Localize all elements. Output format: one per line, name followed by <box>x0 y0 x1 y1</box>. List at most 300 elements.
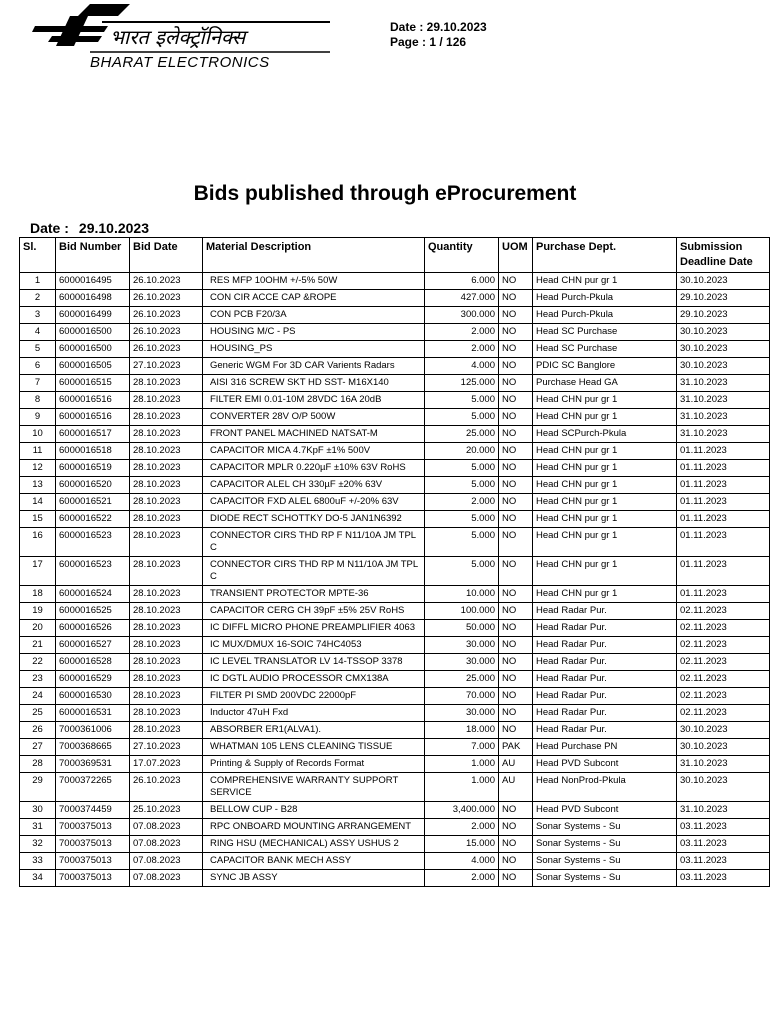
cell-uom: NO <box>499 358 533 375</box>
cell-bid-date: 07.08.2023 <box>130 870 203 887</box>
cell-submission-deadline: 03.11.2023 <box>677 870 770 887</box>
cell-uom: NO <box>499 705 533 722</box>
cell-submission-deadline: 03.11.2023 <box>677 819 770 836</box>
cell-uom: NO <box>499 802 533 819</box>
cell-uom: NO <box>499 557 533 586</box>
table-row <box>20 460 770 477</box>
cell-uom: NO <box>499 654 533 671</box>
cell-uom: NO <box>499 511 533 528</box>
cell-bid-number: 7000375013 <box>56 853 130 870</box>
cell-sl: 16 <box>20 528 56 557</box>
table-row <box>20 688 770 705</box>
cell-submission-deadline: 31.10.2023 <box>677 375 770 392</box>
cell-uom: NO <box>499 688 533 705</box>
cell-bid-number: 7000369531 <box>56 756 130 773</box>
cell-purchase-dept: Sonar Systems - Su <box>533 836 677 853</box>
cell-material-description: CONNECTOR CIRS THD RP M N11/10A JM TPL C <box>203 557 425 586</box>
cell-quantity: 25.000 <box>425 671 499 688</box>
cell-submission-deadline: 29.10.2023 <box>677 307 770 324</box>
cell-purchase-dept: Sonar Systems - Su <box>533 853 677 870</box>
cell-bid-number: 6000016524 <box>56 586 130 603</box>
cell-uom: NO <box>499 426 533 443</box>
table-row <box>20 528 770 557</box>
cell-material-description: FILTER PI SMD 200VDC 22000pF <box>203 688 425 705</box>
cell-material-description: AISI 316 SCREW SKT HD SST- M16X140 <box>203 375 425 392</box>
cell-sl: 23 <box>20 671 56 688</box>
cell-uom: NO <box>499 586 533 603</box>
cell-material-description: CON PCB F20/3A <box>203 307 425 324</box>
cell-bid-number: 7000374459 <box>56 802 130 819</box>
cell-purchase-dept: Head Radar Pur. <box>533 603 677 620</box>
cell-uom: NO <box>499 528 533 557</box>
cell-sl: 14 <box>20 494 56 511</box>
cell-sl: 5 <box>20 341 56 358</box>
cell-uom: NO <box>499 273 533 290</box>
cell-quantity: 300.000 <box>425 307 499 324</box>
cell-submission-deadline: 31.10.2023 <box>677 802 770 819</box>
report-date-label: Date : <box>30 220 69 236</box>
cell-bid-number: 6000016515 <box>56 375 130 392</box>
cell-sl: 8 <box>20 392 56 409</box>
table-row <box>20 307 770 324</box>
cell-uom: NO <box>499 375 533 392</box>
table-row <box>20 620 770 637</box>
cell-bid-date: 28.10.2023 <box>130 722 203 739</box>
table-row <box>20 705 770 722</box>
bids-table <box>19 237 770 887</box>
cell-bid-date: 28.10.2023 <box>130 671 203 688</box>
cell-uom: NO <box>499 494 533 511</box>
table-row <box>20 739 770 756</box>
cell-purchase-dept: Head Radar Pur. <box>533 688 677 705</box>
cell-material-description: IC MUX/DMUX 16-SOIC 74HC4053 <box>203 637 425 654</box>
table-row <box>20 290 770 307</box>
cell-bid-number: 6000016518 <box>56 443 130 460</box>
cell-sl: 18 <box>20 586 56 603</box>
cell-quantity: 5.000 <box>425 511 499 528</box>
cell-uom: NO <box>499 341 533 358</box>
cell-material-description: TRANSIENT PROTECTOR MPTE-36 <box>203 586 425 603</box>
cell-quantity: 2.000 <box>425 870 499 887</box>
cell-bid-number: 6000016499 <box>56 307 130 324</box>
cell-purchase-dept: Head CHN pur gr 1 <box>533 494 677 511</box>
cell-material-description: DIODE RECT SCHOTTKY DO-5 JAN1N6392 <box>203 511 425 528</box>
cell-material-description: CAPACITOR CERG CH 39pF ±5% 25V RoHS <box>203 603 425 620</box>
cell-purchase-dept: Head SC Purchase <box>533 341 677 358</box>
cell-bid-date: 28.10.2023 <box>130 409 203 426</box>
cell-bid-number: 6000016522 <box>56 511 130 528</box>
cell-bid-number: 7000375013 <box>56 819 130 836</box>
cell-material-description: RING HSU (MECHANICAL) ASSY USHUS 2 <box>203 836 425 853</box>
cell-quantity: 5.000 <box>425 392 499 409</box>
cell-sl: 10 <box>20 426 56 443</box>
cell-bid-date: 26.10.2023 <box>130 773 203 802</box>
report-date <box>30 220 149 236</box>
table-row <box>20 637 770 654</box>
cell-bid-number: 6000016531 <box>56 705 130 722</box>
cell-purchase-dept: Head Radar Pur. <box>533 705 677 722</box>
cell-sl: 26 <box>20 722 56 739</box>
col-header-bid-number: Bid Number <box>56 238 130 273</box>
col-header-material-description: Material Description <box>203 238 425 273</box>
cell-sl: 25 <box>20 705 56 722</box>
cell-purchase-dept: Head Purchase PN <box>533 739 677 756</box>
cell-bid-date: 28.10.2023 <box>130 494 203 511</box>
cell-quantity: 125.000 <box>425 375 499 392</box>
cell-bid-date: 26.10.2023 <box>130 307 203 324</box>
cell-material-description: IC DIFFL MICRO PHONE PREAMPLIFIER 4063 <box>203 620 425 637</box>
cell-submission-deadline: 30.10.2023 <box>677 341 770 358</box>
cell-purchase-dept: Head Purch-Pkula <box>533 290 677 307</box>
table-row <box>20 443 770 460</box>
cell-bid-number: 6000016498 <box>56 290 130 307</box>
table-row <box>20 870 770 887</box>
table-row <box>20 477 770 494</box>
bel-logo <box>30 2 340 72</box>
cell-bid-number: 7000361006 <box>56 722 130 739</box>
cell-quantity: 20.000 <box>425 443 499 460</box>
cell-purchase-dept: Head PVD Subcont <box>533 802 677 819</box>
cell-sl: 29 <box>20 773 56 802</box>
cell-quantity: 30.000 <box>425 705 499 722</box>
cell-quantity: 2.000 <box>425 494 499 511</box>
cell-submission-deadline: 01.11.2023 <box>677 528 770 557</box>
table-header-row <box>20 238 770 273</box>
cell-purchase-dept: Sonar Systems - Su <box>533 819 677 836</box>
cell-quantity: 5.000 <box>425 460 499 477</box>
cell-submission-deadline: 30.10.2023 <box>677 773 770 802</box>
cell-purchase-dept: Head CHN pur gr 1 <box>533 528 677 557</box>
cell-material-description: COMPREHENSIVE WARRANTY SUPPORT SERVICE <box>203 773 425 802</box>
cell-bid-date: 28.10.2023 <box>130 688 203 705</box>
cell-uom: NO <box>499 324 533 341</box>
cell-sl: 24 <box>20 688 56 705</box>
cell-bid-date: 07.08.2023 <box>130 836 203 853</box>
cell-uom: NO <box>499 307 533 324</box>
cell-uom: AU <box>499 756 533 773</box>
cell-bid-date: 28.10.2023 <box>130 528 203 557</box>
cell-uom: NO <box>499 477 533 494</box>
cell-submission-deadline: 30.10.2023 <box>677 324 770 341</box>
cell-quantity: 15.000 <box>425 836 499 853</box>
cell-bid-number: 6000016529 <box>56 671 130 688</box>
page-title: Bids published through eProcurement <box>193 182 577 205</box>
cell-bid-date: 28.10.2023 <box>130 603 203 620</box>
table-row <box>20 802 770 819</box>
cell-bid-number: 6000016500 <box>56 324 130 341</box>
cell-quantity: 3,400.000 <box>425 802 499 819</box>
cell-sl: 34 <box>20 870 56 887</box>
cell-purchase-dept: Head SC Purchase <box>533 324 677 341</box>
table-row <box>20 671 770 688</box>
col-header-sl: Sl. <box>20 238 56 273</box>
cell-submission-deadline: 30.10.2023 <box>677 722 770 739</box>
cell-submission-deadline: 01.11.2023 <box>677 586 770 603</box>
cell-purchase-dept: Purchase Head GA <box>533 375 677 392</box>
cell-bid-date: 28.10.2023 <box>130 443 203 460</box>
cell-bid-date: 26.10.2023 <box>130 290 203 307</box>
cell-sl: 2 <box>20 290 56 307</box>
cell-purchase-dept: Head Radar Pur. <box>533 671 677 688</box>
cell-material-description: Inductor 47uH Fxd <box>203 705 425 722</box>
cell-bid-number: 6000016516 <box>56 409 130 426</box>
cell-submission-deadline: 03.11.2023 <box>677 836 770 853</box>
cell-bid-date: 28.10.2023 <box>130 511 203 528</box>
cell-quantity: 1.000 <box>425 756 499 773</box>
cell-material-description: CAPACITOR FXD ALEL 6800uF +/-20% 63V <box>203 494 425 511</box>
cell-quantity: 2.000 <box>425 341 499 358</box>
cell-bid-date: 07.08.2023 <box>130 853 203 870</box>
cell-bid-number: 6000016521 <box>56 494 130 511</box>
cell-quantity: 5.000 <box>425 557 499 586</box>
cell-material-description: HOUSING M/C - PS <box>203 324 425 341</box>
cell-submission-deadline: 01.11.2023 <box>677 511 770 528</box>
cell-bid-number: 6000016523 <box>56 557 130 586</box>
cell-material-description: WHATMAN 105 LENS CLEANING TISSUE <box>203 739 425 756</box>
cell-purchase-dept: Head CHN pur gr 1 <box>533 443 677 460</box>
cell-uom: NO <box>499 290 533 307</box>
logo-english: BHARAT ELECTRONICS <box>90 54 270 71</box>
table-row <box>20 819 770 836</box>
table-row <box>20 324 770 341</box>
cell-submission-deadline: 01.11.2023 <box>677 557 770 586</box>
cell-sl: 1 <box>20 273 56 290</box>
cell-submission-deadline: 02.11.2023 <box>677 688 770 705</box>
cell-submission-deadline: 01.11.2023 <box>677 443 770 460</box>
cell-submission-deadline: 31.10.2023 <box>677 756 770 773</box>
table-row <box>20 853 770 870</box>
cell-material-description: Generic WGM For 3D CAR Varients Radars <box>203 358 425 375</box>
cell-material-description: FILTER EMI 0.01-10M 28VDC 16A 20dB <box>203 392 425 409</box>
table-row <box>20 511 770 528</box>
cell-bid-date: 07.08.2023 <box>130 819 203 836</box>
cell-quantity: 5.000 <box>425 477 499 494</box>
cell-bid-date: 27.10.2023 <box>130 739 203 756</box>
table-row <box>20 722 770 739</box>
cell-submission-deadline: 02.11.2023 <box>677 705 770 722</box>
header-date: Date : 29.10.2023 <box>390 20 487 34</box>
cell-sl: 32 <box>20 836 56 853</box>
cell-bid-date: 28.10.2023 <box>130 586 203 603</box>
cell-material-description: HOUSING_PS <box>203 341 425 358</box>
cell-uom: NO <box>499 836 533 853</box>
cell-uom: NO <box>499 870 533 887</box>
cell-purchase-dept: Head Radar Pur. <box>533 654 677 671</box>
cell-bid-date: 25.10.2023 <box>130 802 203 819</box>
cell-quantity: 2.000 <box>425 819 499 836</box>
cell-sl: 9 <box>20 409 56 426</box>
cell-purchase-dept: Head NonProd-Pkula <box>533 773 677 802</box>
cell-bid-date: 26.10.2023 <box>130 273 203 290</box>
col-header-purchase-dept: Purchase Dept. <box>533 238 677 273</box>
cell-uom: NO <box>499 460 533 477</box>
cell-material-description: CAPACITOR MICA 4.7KpF ±1% 500V <box>203 443 425 460</box>
cell-submission-deadline: 01.11.2023 <box>677 477 770 494</box>
cell-purchase-dept: Head CHN pur gr 1 <box>533 409 677 426</box>
cell-material-description: CON CIR ACCE CAP &ROPE <box>203 290 425 307</box>
cell-bid-date: 26.10.2023 <box>130 324 203 341</box>
cell-quantity: 30.000 <box>425 654 499 671</box>
cell-quantity: 2.000 <box>425 324 499 341</box>
cell-submission-deadline: 03.11.2023 <box>677 853 770 870</box>
cell-uom: NO <box>499 671 533 688</box>
cell-bid-number: 6000016500 <box>56 341 130 358</box>
cell-purchase-dept: Head CHN pur gr 1 <box>533 460 677 477</box>
cell-sl: 12 <box>20 460 56 477</box>
cell-bid-date: 28.10.2023 <box>130 477 203 494</box>
cell-submission-deadline: 30.10.2023 <box>677 358 770 375</box>
cell-bid-number: 6000016525 <box>56 603 130 620</box>
cell-material-description: RPC ONBOARD MOUNTING ARRANGEMENT <box>203 819 425 836</box>
cell-bid-date: 28.10.2023 <box>130 375 203 392</box>
cell-bid-number: 6000016505 <box>56 358 130 375</box>
cell-uom: NO <box>499 722 533 739</box>
table-row <box>20 409 770 426</box>
cell-submission-deadline: 30.10.2023 <box>677 739 770 756</box>
cell-quantity: 6.000 <box>425 273 499 290</box>
cell-purchase-dept: PDIC SC Banglore <box>533 358 677 375</box>
cell-quantity: 10.000 <box>425 586 499 603</box>
cell-bid-date: 28.10.2023 <box>130 392 203 409</box>
cell-quantity: 25.000 <box>425 426 499 443</box>
cell-sl: 13 <box>20 477 56 494</box>
header-meta <box>390 20 487 50</box>
cell-material-description: IC LEVEL TRANSLATOR LV 14-TSSOP 3378 <box>203 654 425 671</box>
cell-sl: 28 <box>20 756 56 773</box>
cell-bid-date: 17.07.2023 <box>130 756 203 773</box>
cell-material-description: RES MFP 10OHM +/-5% 50W <box>203 273 425 290</box>
cell-sl: 27 <box>20 739 56 756</box>
cell-bid-number: 7000368665 <box>56 739 130 756</box>
cell-material-description: IC DGTL AUDIO PROCESSOR CMX138A <box>203 671 425 688</box>
cell-uom: PAK <box>499 739 533 756</box>
cell-purchase-dept: Head CHN pur gr 1 <box>533 511 677 528</box>
cell-quantity: 70.000 <box>425 688 499 705</box>
cell-purchase-dept: Head Radar Pur. <box>533 637 677 654</box>
cell-quantity: 100.000 <box>425 603 499 620</box>
cell-submission-deadline: 02.11.2023 <box>677 603 770 620</box>
cell-purchase-dept: Head Purch-Pkula <box>533 307 677 324</box>
cell-material-description: SYNC JB ASSY <box>203 870 425 887</box>
cell-bid-number: 6000016528 <box>56 654 130 671</box>
cell-submission-deadline: 01.11.2023 <box>677 460 770 477</box>
cell-purchase-dept: Head Radar Pur. <box>533 722 677 739</box>
cell-purchase-dept: Head CHN pur gr 1 <box>533 273 677 290</box>
cell-submission-deadline: 02.11.2023 <box>677 654 770 671</box>
cell-sl: 3 <box>20 307 56 324</box>
cell-material-description: CAPACITOR BANK MECH ASSY <box>203 853 425 870</box>
cell-bid-number: 7000372265 <box>56 773 130 802</box>
cell-material-description: Printing & Supply of Records Format <box>203 756 425 773</box>
cell-quantity: 1.000 <box>425 773 499 802</box>
cell-uom: NO <box>499 819 533 836</box>
cell-uom: NO <box>499 603 533 620</box>
cell-purchase-dept: Sonar Systems - Su <box>533 870 677 887</box>
cell-quantity: 5.000 <box>425 528 499 557</box>
cell-sl: 21 <box>20 637 56 654</box>
cell-bid-number: 6000016517 <box>56 426 130 443</box>
cell-sl: 7 <box>20 375 56 392</box>
cell-submission-deadline: 02.11.2023 <box>677 671 770 688</box>
cell-purchase-dept: Head CHN pur gr 1 <box>533 392 677 409</box>
col-header-quantity: Quantity <box>425 238 499 273</box>
cell-material-description: FRONT PANEL MACHINED NATSAT-M <box>203 426 425 443</box>
cell-bid-date: 26.10.2023 <box>130 341 203 358</box>
table-row <box>20 603 770 620</box>
cell-uom: NO <box>499 637 533 654</box>
cell-purchase-dept: Head CHN pur gr 1 <box>533 477 677 494</box>
cell-quantity: 50.000 <box>425 620 499 637</box>
cell-sl: 30 <box>20 802 56 819</box>
cell-quantity: 5.000 <box>425 409 499 426</box>
cell-submission-deadline: 01.11.2023 <box>677 494 770 511</box>
cell-uom: NO <box>499 620 533 637</box>
cell-submission-deadline: 31.10.2023 <box>677 409 770 426</box>
cell-material-description: CONVERTER 28V O/P 500W <box>203 409 425 426</box>
header-page: Page : 1 / 126 <box>390 35 467 49</box>
table-row <box>20 392 770 409</box>
cell-bid-date: 28.10.2023 <box>130 620 203 637</box>
cell-submission-deadline: 31.10.2023 <box>677 392 770 409</box>
col-header-submission-deadline: Submission Deadline Date <box>677 238 770 273</box>
table-row <box>20 341 770 358</box>
cell-quantity: 18.000 <box>425 722 499 739</box>
cell-bid-number: 7000375013 <box>56 836 130 853</box>
cell-bid-number: 6000016530 <box>56 688 130 705</box>
cell-sl: 15 <box>20 511 56 528</box>
report-date-value: 29.10.2023 <box>78 220 149 236</box>
table-row <box>20 756 770 773</box>
cell-material-description: CONNECTOR CIRS THD RP F N11/10A JM TPL C <box>203 528 425 557</box>
cell-bid-number: 6000016495 <box>56 273 130 290</box>
cell-uom: NO <box>499 443 533 460</box>
cell-material-description: ABSORBER ER1(ALVA1). <box>203 722 425 739</box>
cell-purchase-dept: Head CHN pur gr 1 <box>533 586 677 603</box>
cell-material-description: BELLOW CUP - B28 <box>203 802 425 819</box>
cell-submission-deadline: 29.10.2023 <box>677 290 770 307</box>
cell-sl: 22 <box>20 654 56 671</box>
col-header-uom: UOM <box>499 238 533 273</box>
cell-bid-number: 6000016527 <box>56 637 130 654</box>
col-header-bid-date: Bid Date <box>130 238 203 273</box>
cell-bid-number: 6000016516 <box>56 392 130 409</box>
cell-bid-number: 6000016520 <box>56 477 130 494</box>
table-row <box>20 773 770 802</box>
cell-bid-date: 28.10.2023 <box>130 637 203 654</box>
cell-purchase-dept: Head CHN pur gr 1 <box>533 557 677 586</box>
table-row <box>20 654 770 671</box>
cell-purchase-dept: Head PVD Subcont <box>533 756 677 773</box>
table-row <box>20 426 770 443</box>
cell-bid-number: 6000016519 <box>56 460 130 477</box>
table-row <box>20 836 770 853</box>
cell-sl: 6 <box>20 358 56 375</box>
table-row <box>20 494 770 511</box>
cell-bid-date: 28.10.2023 <box>130 557 203 586</box>
cell-sl: 33 <box>20 853 56 870</box>
cell-sl: 31 <box>20 819 56 836</box>
cell-quantity: 4.000 <box>425 853 499 870</box>
table-row <box>20 273 770 290</box>
table-row <box>20 375 770 392</box>
cell-bid-number: 6000016526 <box>56 620 130 637</box>
cell-quantity: 4.000 <box>425 358 499 375</box>
table-row <box>20 586 770 603</box>
cell-sl: 17 <box>20 557 56 586</box>
cell-bid-number: 6000016523 <box>56 528 130 557</box>
cell-bid-date: 27.10.2023 <box>130 358 203 375</box>
cell-submission-deadline: 30.10.2023 <box>677 273 770 290</box>
